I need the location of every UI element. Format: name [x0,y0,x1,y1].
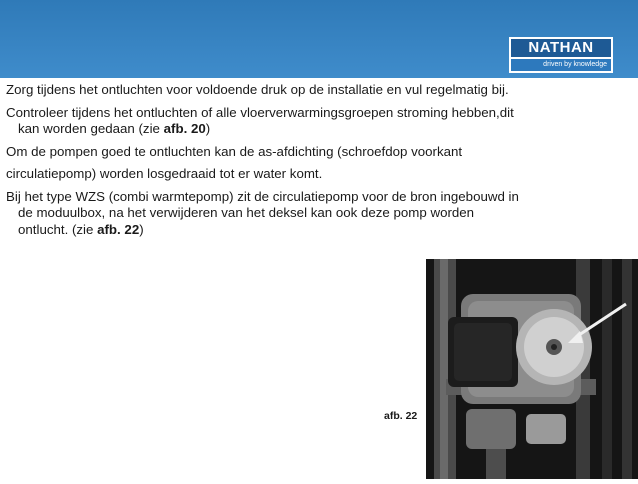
paragraph-text: Bij het type WZS (combi warmtepomp) zit de circulatiepomp voor de bron ingebouwd in de moduulbox, na het verwijderen van het deksel kan ook deze pomp worden ontlucht. (zie [6,188,519,237]
paragraph-text-end: ) [205,121,211,136]
figure-reference: afb. 20 [163,121,206,136]
paragraph-floor-heating [6,105,526,138]
paragraph-text: Controleer tijdens het ontluchten of alle vloerverwarmingsgroepen stroming hebben,dit kan worden gedaan (zie [6,104,514,136]
paragraph-text: Zorg tijdens het ontluchten voor voldoende druk op de installatie en vul regelmatig bij. [6,82,509,97]
figure-reference: afb. 22 [97,221,140,237]
paragraph-text-end: ) [139,221,144,237]
paragraph-wzs [6,189,526,239]
instructions-body [6,82,526,244]
paragraph-text: circulatiepomp) worden losgedraaid tot er water komt. [6,166,323,181]
paragraph-text: Om de pompen goed te ontluchten kan de as-afdichting (schroefdop voorkant [6,143,463,159]
paragraph-pump-venting [6,144,526,161]
nathan-logo [509,37,613,73]
figure-caption: afb. 22 [384,410,418,422]
paragraph-pressure [6,82,526,99]
logo-wordmark: NATHAN [511,39,611,57]
pump-photo-illustration [426,259,638,479]
logo-tagline: driven by knowledge [511,59,611,71]
paragraph-pump-venting-cont [6,166,526,183]
pump-photo [426,259,638,479]
